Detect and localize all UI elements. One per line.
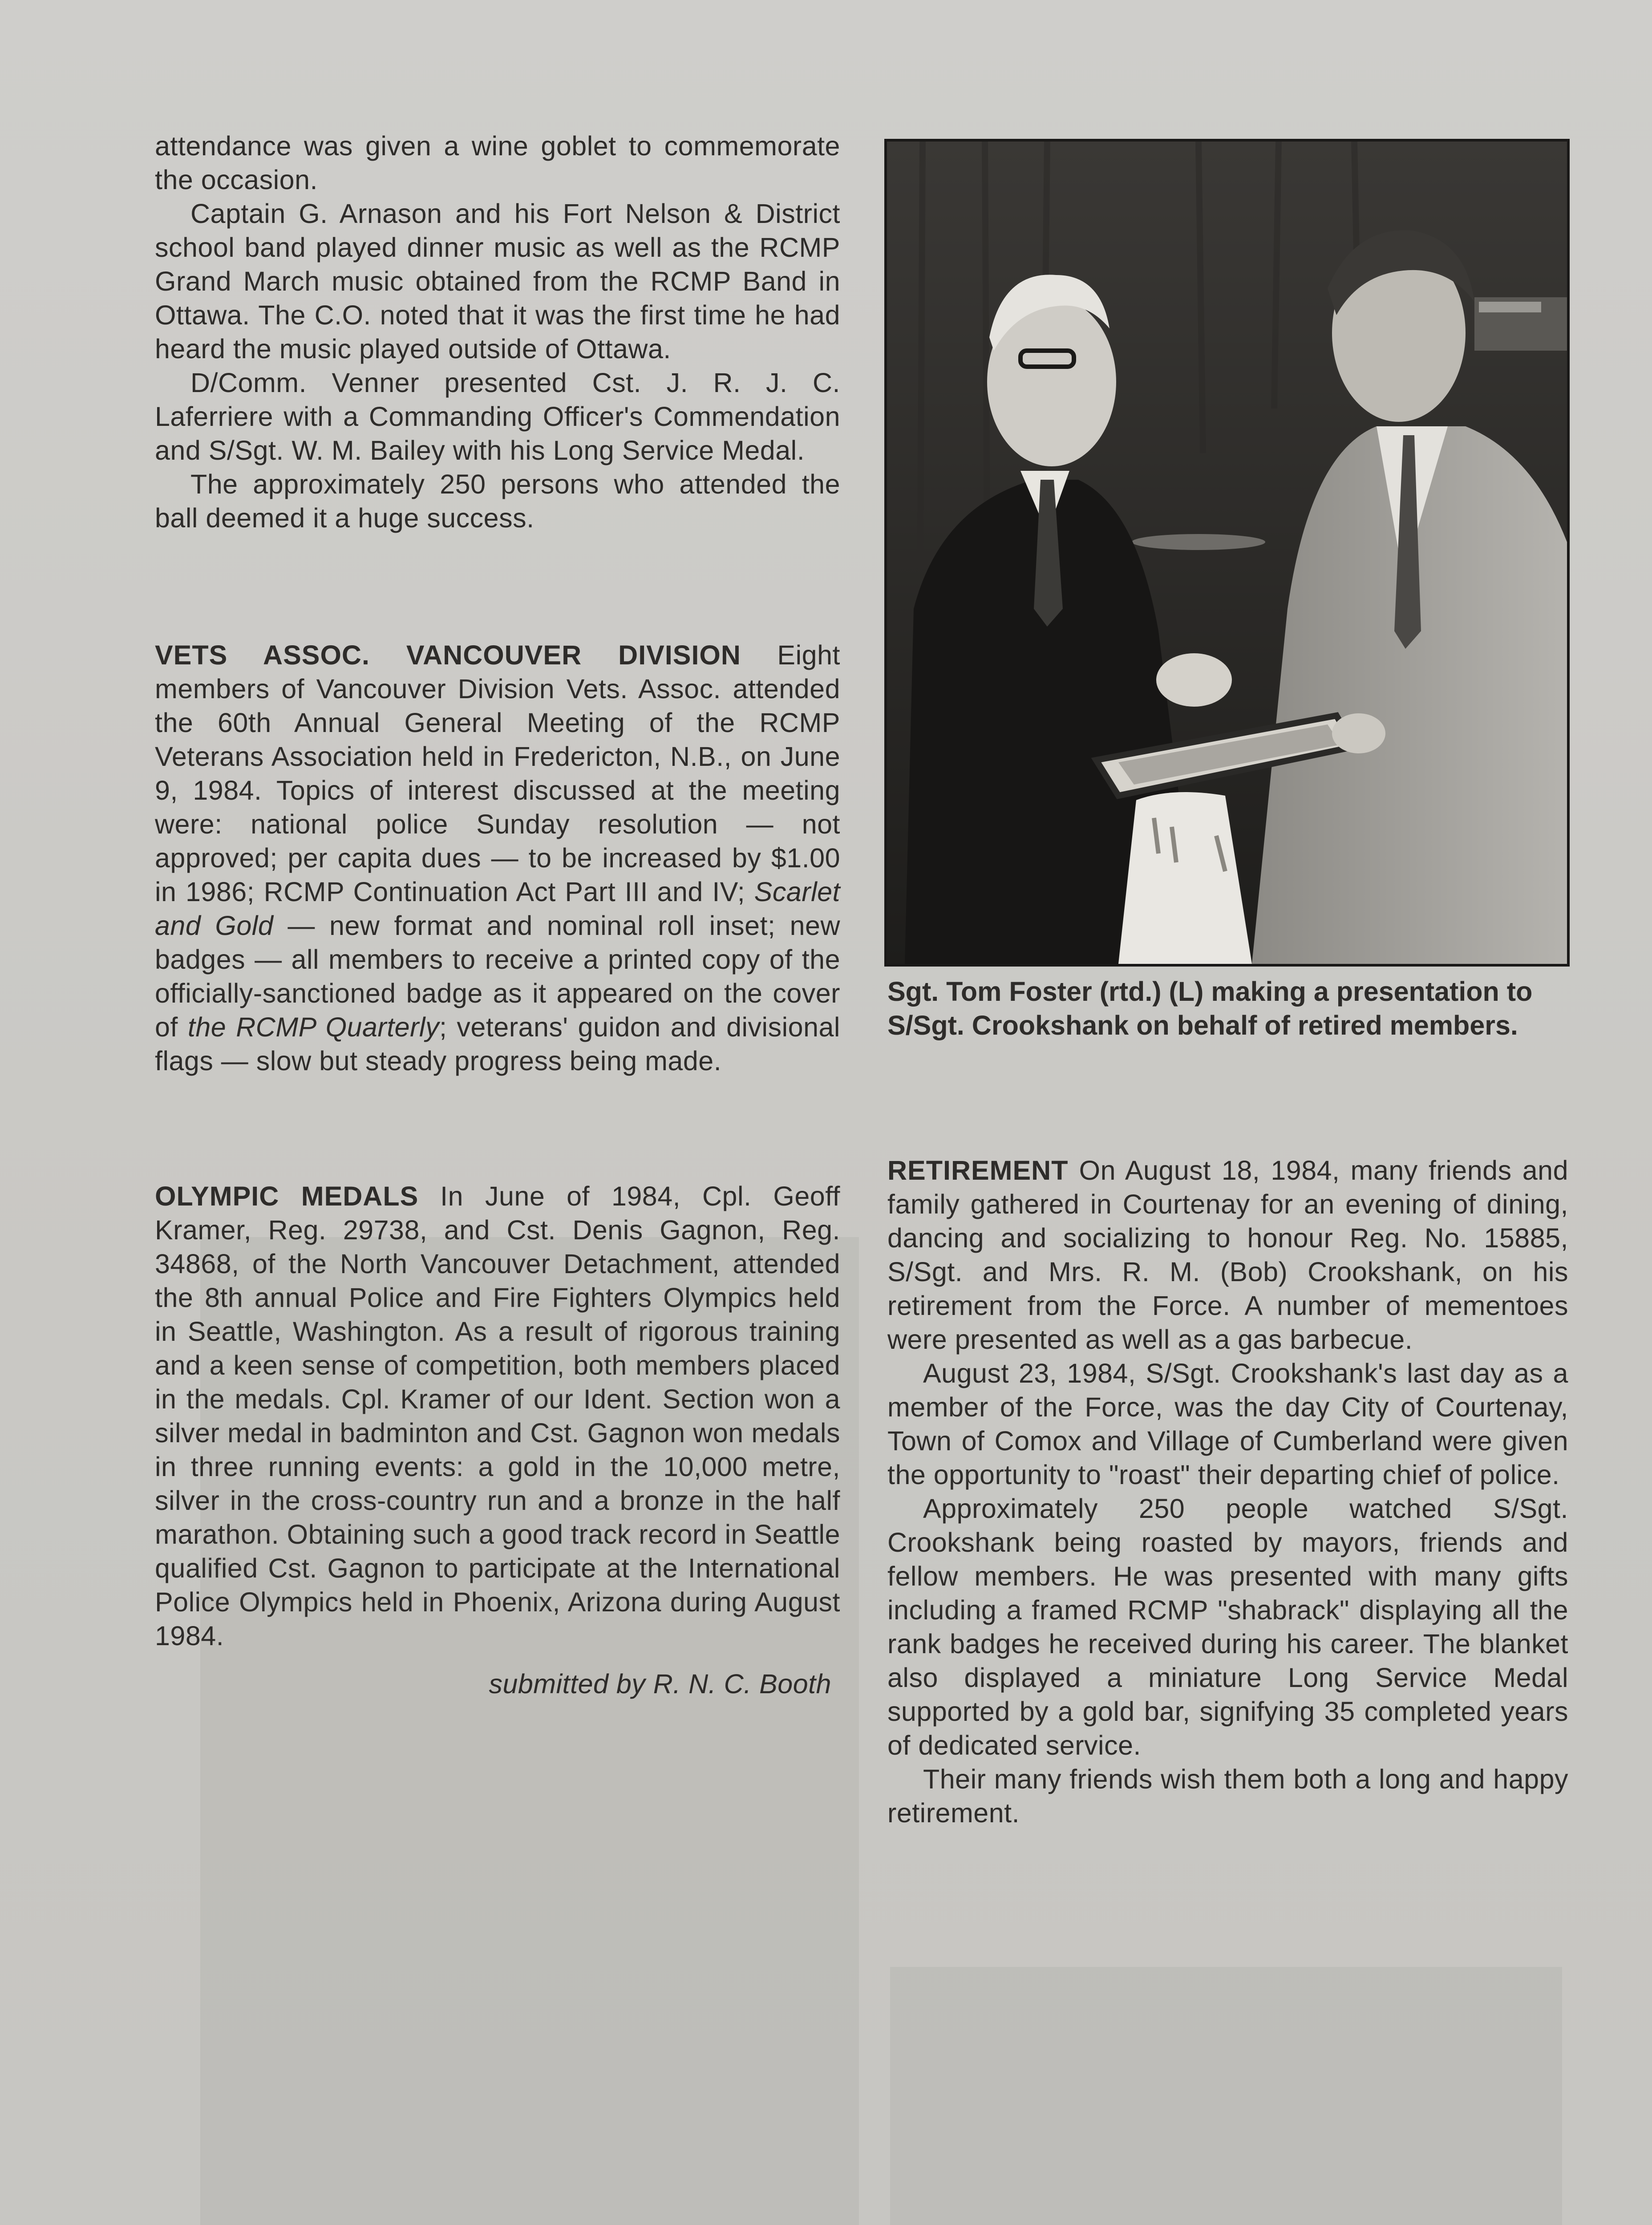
right-column — [887, 1153, 1568, 1830]
paragraph-goblet: attendance was given a wine goblet to commemorate the occasion. — [155, 131, 840, 195]
retirement-heading: RETIREMENT — [887, 1155, 1069, 1185]
vets-text-3: ; veterans' guidon and divisional flags — slow but steady progress being made. — [155, 1012, 840, 1076]
olympic-text: In June of 1984, Cpl. Geoff Kramer, Reg. 29738, and Cst. Denis Gagnon, Reg. 34868, of the North Vancouver Detachment, attended the 8th annual Police and Fire Fighters Olympics held in Seattle, Washington. As a result of rigorous training and a keen sense of competition, both members placed in the medals. Cpl. Kramer of our Ident. Section won a silver medal in badminton and Cst. Gagnon won medals in three running events: a gold in the 10,000 metre, silver in the cross-country run and a bronze in the half marathon. Obtaining such a good track record in Seattle qualified Cst. Gagnon to participate at the International Police Olympics held in Phoenix, Arizona during August 1984. — [155, 1181, 840, 1651]
paragraph-success: The approximately 250 persons who attended the ball deemed it a huge success. — [155, 469, 840, 533]
vets-text-1: Eight members of Vancouver Division Vets. Assoc. attended the 60th Annual General Meeting of the RCMP Veterans Association held in Fredericton, N.B., on June 9, 1984. Topics of interest discussed at the meeting were: national police Sunday resolution — not approved; per capita dues — to be increased by $1.00 in 1986; RCMP Continuation Act Part III and IV; — [155, 640, 840, 907]
paragraph-wishes: Their many friends wish them both a long and happy retirement. — [887, 1764, 1568, 1828]
vets-italic-quarterly: the RCMP Quarterly — [187, 1012, 439, 1042]
photo-caption: Sgt. Tom Foster (rtd.) (L) making a presentation to S/Sgt. Crookshank on behalf of retired members. — [887, 976, 1533, 1040]
photo-illustration — [887, 142, 1567, 964]
show-through-shading-right — [890, 1967, 1562, 2225]
paragraph-band: Captain G. Arnason and his Fort Nelson & District school band played dinner music as well as the RCMP Grand March music obtained from the RCMP Band in Ottawa. The C.O. noted that it was the first time he had heard the music played outside of Ottawa. — [155, 198, 840, 364]
left-column — [155, 129, 840, 1701]
retirement-text: On August 18, 1984, many friends and family gathered in Courtenay for an evening of dining, dancing and socializing to honour Reg. No. 15885, S/Sgt. and Mrs. R. M. (Bob) Crookshank, on his retirement from the Force. A number of mementoes were presented as well as a gas barbecue. — [887, 1155, 1568, 1355]
submitted-by: submitted by R. N. C. Booth — [489, 1669, 831, 1699]
retirement-section — [887, 1153, 1568, 1356]
vets-section — [155, 638, 840, 1078]
paragraph-last-day: August 23, 1984, S/Sgt. Crookshank's last day as a member of the Force, was the day City of Courtenay, Town of Comox and Village of Cumberland were given the opportunity to "roast" their departing chief of police. — [887, 1358, 1568, 1490]
olympic-section — [155, 1179, 840, 1653]
olympic-heading: OLYMPIC MEDALS — [155, 1181, 419, 1211]
paragraph-roast: Approximately 250 people watched S/Sgt. Crookshank being roasted by mayors, friends and fellow members. He was presented with many gifts including a framed RCMP "shabrack" displaying all the rank badges he received during his career. The blanket also displayed a miniature Long Service Medal supported by a gold bar, signifying 35 completed years of dedicated service. — [887, 1493, 1568, 1760]
presentation-photo — [884, 139, 1570, 967]
vets-italic-scarlet: Scarlet and Gold — [155, 877, 840, 941]
vets-text-2: — new format and nominal roll inset; new badges — all members to receive a printed copy of the officially-sanctioned badge as it appeared on the cover of — [155, 910, 840, 1042]
paragraph-awards: D/Comm. Venner presented Cst. J. R. J. C. Laferriere with a Commanding Officer's Commendation and S/Sgt. W. M. Bailey with his Long Service Medal. — [155, 368, 840, 465]
vets-heading: VETS ASSOC. VANCOUVER DIVISION — [155, 640, 741, 670]
